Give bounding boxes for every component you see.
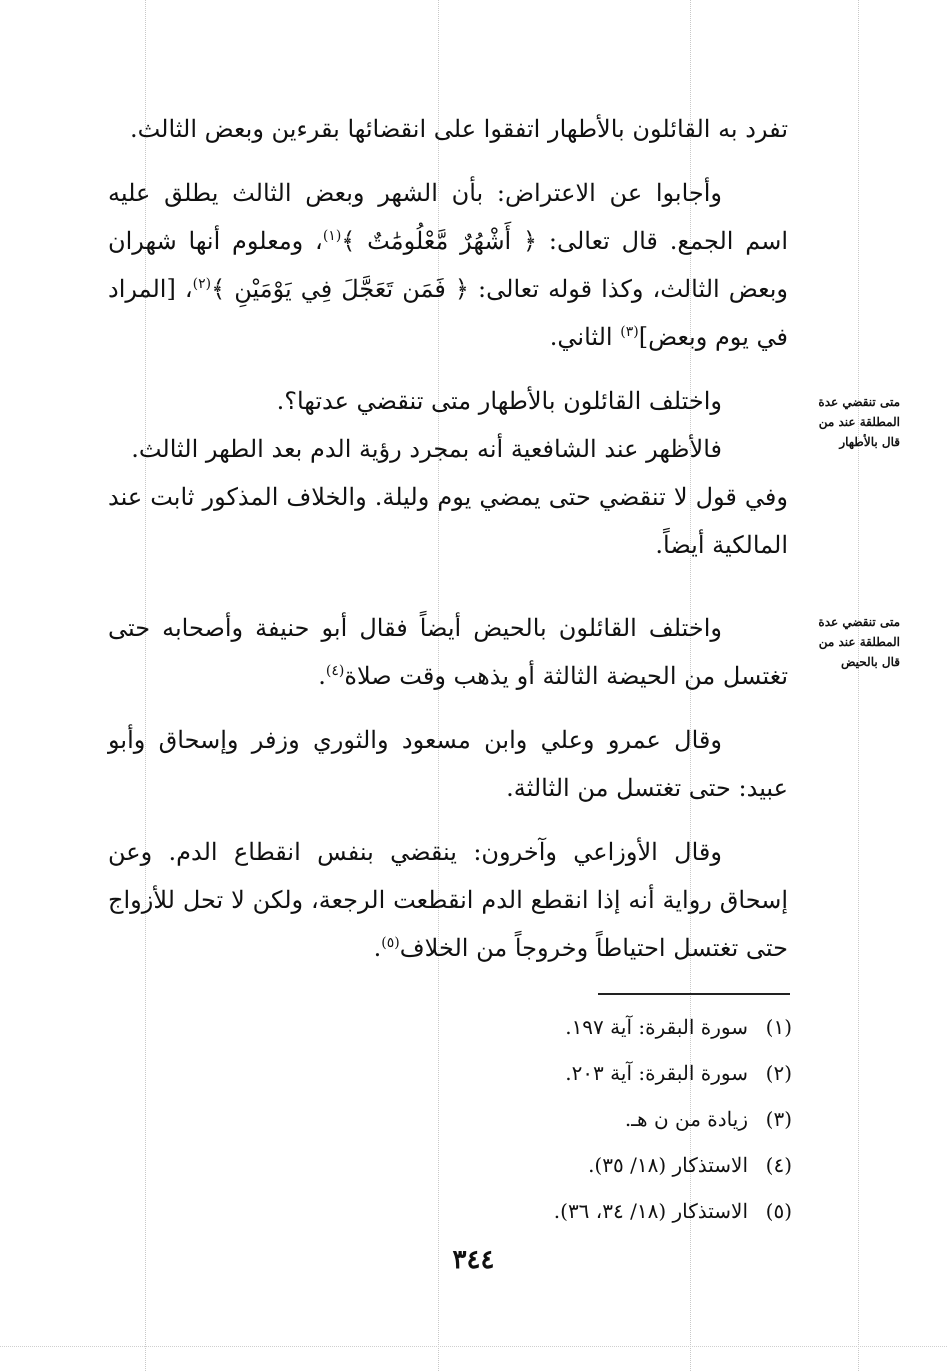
footnote-number: (٤) — [765, 1153, 792, 1177]
scan-guide-line — [858, 0, 859, 1371]
footnote-item — [554, 1096, 792, 1142]
side-note-menses: متى تنقضي عدة المطلقة عند من قال بالحيض — [818, 615, 900, 669]
footnote-ref-2[interactable]: (٢) — [192, 276, 212, 292]
page-number: ٣٤٤ — [452, 1245, 495, 1275]
footnote-number: (١) — [765, 1015, 792, 1039]
paragraph-6: واختلف القائلون بالحيض أيضاً فقال أبو حنيفة وأصحابه حتى تغتسل من الحيضة الثالثة أو يذهب وقت صلاة$^{(٤)}$. — [108, 614, 788, 690]
paragraph-3: واختلف القائلون بالأطهار متى تنقضي عدتها؟. — [276, 387, 722, 415]
paragraph-5: وفي قول لا تنقضي حتى يمضي يوم وليلة. والخلاف المذكور ثابت عند المالكية أيضاً. — [108, 483, 788, 559]
footnote-number: (٢) — [765, 1061, 792, 1085]
footnote-text: زيادة من ن هـ. — [624, 1107, 748, 1131]
paragraph-7: وقال عمرو وعلي وابن مسعود والثوري وزفر وإسحاق وأبو عبيد: حتى تغتسل من الثالثة. — [108, 726, 788, 802]
footnote-text: الاستذكار (١٨/ ٣٥). — [588, 1153, 748, 1177]
footnote-item — [554, 1050, 792, 1096]
paragraph-8: وقال الأوزاعي وآخرون: ينقضي بنفس انقطاع الدم. وعن إسحاق رواية أنه إذا انقطع الدم انقطعت الرجعة، ولكن لا تحل للأزواج حتى تغتسل احتياطاً وخروجاً من الخلاف$^{(٥)}$. — [108, 838, 788, 962]
footnote-text: سورة البقرة: آية ١٩٧. — [565, 1015, 748, 1039]
scan-guide-line — [0, 1346, 947, 1347]
footnote-item — [554, 1188, 792, 1234]
footnote-text: سورة البقرة: آية ٢٠٣. — [565, 1061, 748, 1085]
footnote-item — [554, 1004, 792, 1050]
paragraph-4: فالأظهر عند الشافعية أنه بمجرد رؤية الدم بعد الطهر الثالث. — [131, 435, 722, 463]
footnote-separator — [598, 993, 790, 995]
footnote-ref-4[interactable]: (٤) — [325, 663, 345, 679]
footnote-ref-1[interactable]: (١) — [322, 228, 342, 244]
main-text-block-2 — [108, 604, 788, 972]
paragraph-2: وأجابوا عن الاعتراض: بأن الشهر وبعض الثالث يطلق عليه اسم الجمع. قال تعالى: ﴿ أَشْهُرٌ مَّعْلُومَٰتٌ ﴾$^{(١)}$، ومعلوم أنها شهران وبعض الثالث، وكذا قوله تعالى: ﴿ فَمَن تَعَجَّلَ فِي يَوْمَيْنِ ﴾$^{(٢)}$، [المراد في يوم وبعض]$^{(٣)}$ الثاني. — [108, 179, 788, 351]
main-text-block — [108, 105, 788, 569]
footnote-list — [554, 1004, 792, 1234]
footnote-ref-5[interactable]: (٥) — [381, 935, 400, 951]
paragraph-1: تفرد به القائلون بالأطهار اتفقوا على انقضائها بقرءين وبعض الثالث. — [129, 115, 788, 143]
footnote-ref-3[interactable]: (٣) — [620, 324, 639, 340]
footnote-number: (٣) — [765, 1107, 792, 1131]
footnote-text: الاستذكار (١٨/ ٣٤، ٣٦). — [553, 1199, 748, 1223]
side-note-purity: متى تنقضي عدة المطلقة عند من قال بالأطهار — [818, 395, 900, 449]
footnote-item — [554, 1142, 792, 1188]
footnote-number: (٥) — [765, 1199, 792, 1223]
